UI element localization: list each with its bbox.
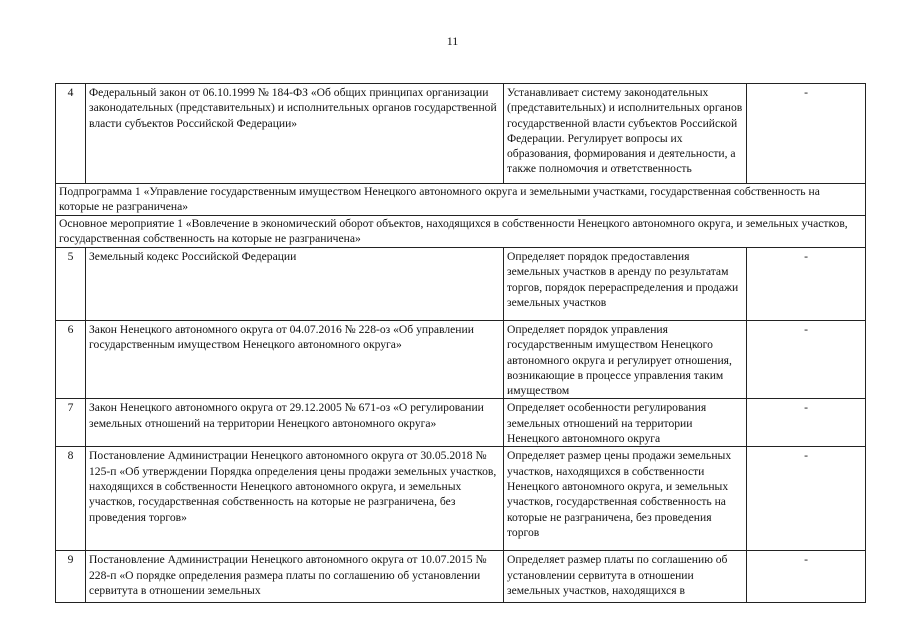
remark-cell: -	[747, 399, 866, 447]
table-row	[56, 84, 866, 184]
remark-cell: -	[747, 84, 866, 184]
table-row	[56, 447, 866, 551]
document-title: Федеральный закон от 06.10.1999 № 184-ФЗ «Об общих принципах организации законодательных (представительных) и исполнительных органов государственной власти субъектов Российской Федерации»	[86, 84, 504, 184]
section-heading: Подпрограмма 1 «Управление государственным имуществом Ненецкого автономного округа и земельными участками, государственная собственность на которые не разграничена»	[56, 184, 866, 216]
section-row	[56, 216, 866, 248]
row-number: 4	[56, 84, 86, 184]
remark-cell: -	[747, 447, 866, 551]
remark-cell: -	[747, 551, 866, 603]
table-row	[56, 399, 866, 447]
table-row	[56, 248, 866, 321]
row-number: 5	[56, 248, 86, 321]
row-number: 8	[56, 447, 86, 551]
document-description: Устанавливает систему законодательных (представительных) и исполнительных органов государственной власти субъектов Российской Федерации. Регулирует вопросы их образования, формирования и деятельности, а также полномочия и ответственность	[504, 84, 747, 184]
row-number: 6	[56, 321, 86, 399]
document-title: Закон Ненецкого автономного округа от 04.07.2016 № 228-оз «Об управлении государственным имуществом Ненецкого автономного округа»	[86, 321, 504, 399]
document-title: Земельный кодекс Российской Федерации	[86, 248, 504, 321]
document-description: Определяет размер цены продажи земельных участков, находящихся в собственности Ненецкого автономного округа, и земельных участков, государственная собственность на которые не разграничена, без проведения торгов	[504, 447, 747, 551]
document-description: Определяет размер платы по соглашению об установлении сервитута в отношении земельных участков, находящихся в	[504, 551, 747, 603]
table-row	[56, 321, 866, 399]
row-number: 9	[56, 551, 86, 603]
remark-cell: -	[747, 248, 866, 321]
document-title: Постановление Администрации Ненецкого автономного округа от 10.07.2015 № 228-п «О порядке определения размера платы по соглашению об установлении сервитута в отношении земельных	[86, 551, 504, 603]
document-description: Определяет порядок управления государственным имуществом Ненецкого автономного округа и регулирует отношения, возникающие в процессе управления таким имуществом	[504, 321, 747, 399]
document-description: Определяет порядок предоставления земельных участков в аренду по результатам торгов, порядок перераспределения и продажи земельных участков	[504, 248, 747, 321]
section-row	[56, 184, 866, 216]
remark-cell: -	[747, 321, 866, 399]
page-number: 11	[446, 34, 459, 48]
document-title: Закон Ненецкого автономного округа от 29.12.2005 № 671-оз «О регулировании земельных отношений на территории Ненецкого автономного округа»	[86, 399, 504, 447]
document-title: Постановление Администрации Ненецкого автономного округа от 30.05.2018 № 125-п «Об утверждении Порядка определения цены продажи земельных участков, находящихся в собственности Ненецкого автономного округа, и земельных участков, государственная собственность на которые не разграничена, без проведения торгов»	[86, 447, 504, 551]
table-row	[56, 551, 866, 603]
section-heading: Основное мероприятие 1 «Вовлечение в экономический оборот объектов, находящихся в собственности Ненецкого автономного округа, и земельных участков, государственная собственность на которые не разграничена»	[56, 216, 866, 248]
document-description: Определяет особенности регулирования земельных отношений на территории Ненецкого автономного округа	[504, 399, 747, 447]
row-number: 7	[56, 399, 86, 447]
regulations-table	[55, 83, 866, 603]
